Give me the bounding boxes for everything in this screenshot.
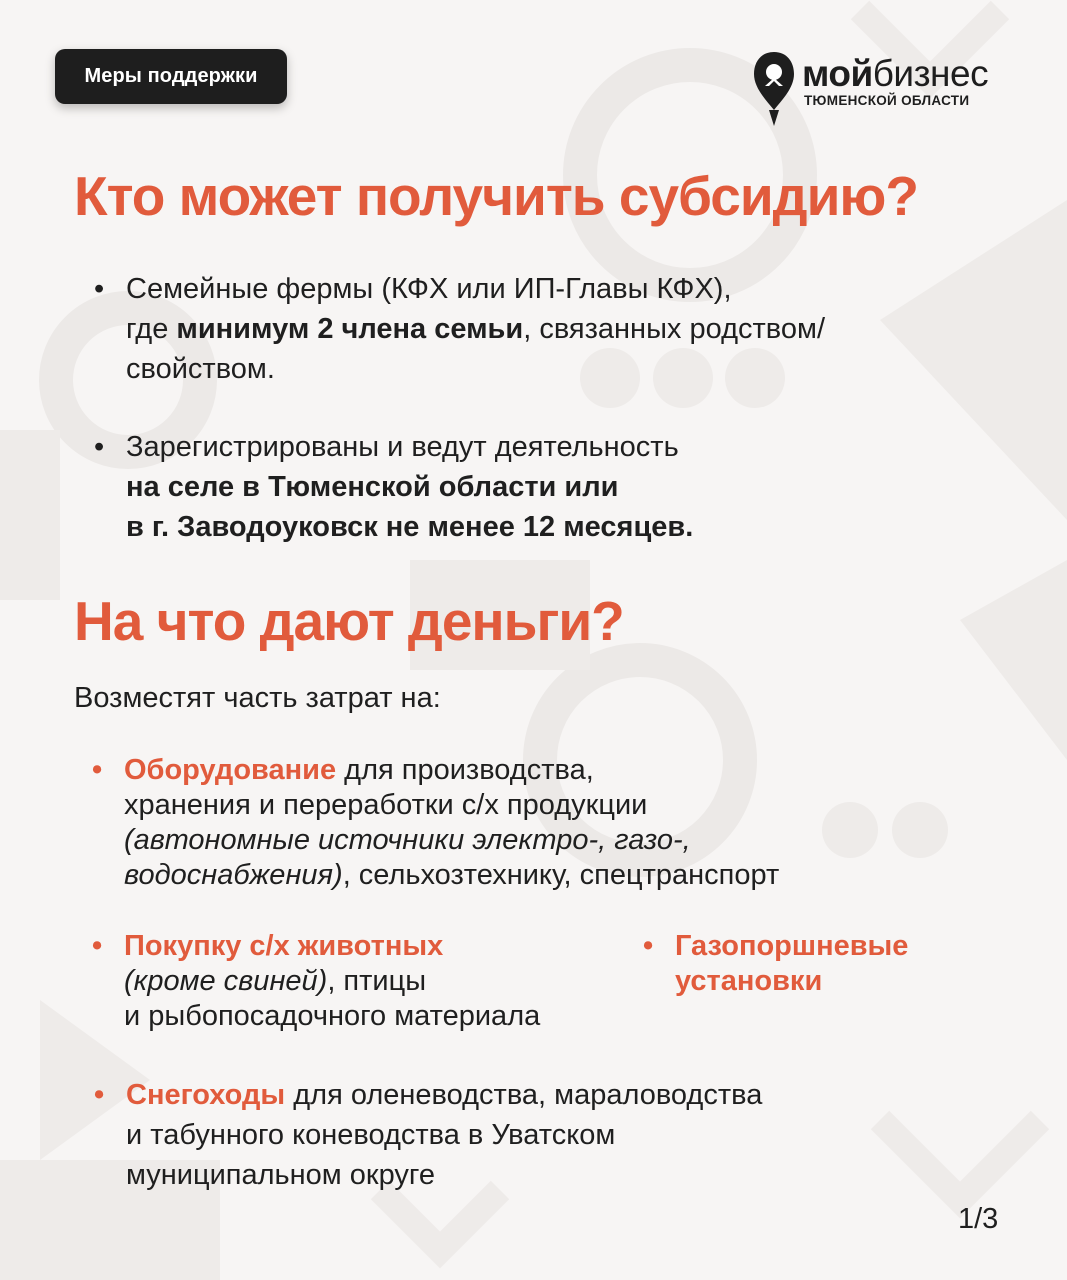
category-badge xyxy=(55,49,287,104)
logo-subtitle: ТЮМЕНСКОЙ ОБЛАСТИ xyxy=(804,93,970,108)
category-badge-label: Меры поддержки xyxy=(84,65,258,87)
section-title-expenses: На что дают деньги? xyxy=(74,590,624,652)
bullet: • xyxy=(92,754,103,786)
slide: Меры поддержки мойбизнес ТЮМЕНСКОЙ ОБЛАСТИ Кто может получить субсидию? • Семейные фермы (КФХ или ИП-Главы КФХ), где минимум 2 члена семьи, связанных родством/ свойством. • Зарегистрированы и ведут деятельность на селе в Тюменской области или в г. Заводоуковск не менее 12 месяцев. На что дают деньги? Возместят часть затрат на: • Оборудование для производства, хранения и переработки с/х продукции (автономные источники электро-, газо-, водоснабжения), сельхозтехнику, спецтранспорт • Покупку с/х животных (кроме свиней), птицы и рыбопосадочного материала • Газопоршневые установки • Снегоходы для оленеводства, мараловодства и табунного коневодства в Уватском муниципальном округе 1/3 xyxy=(0,0,1067,1280)
logo-wordmark: мойбизнес xyxy=(802,53,989,94)
bullet: • xyxy=(92,930,103,962)
brand-logo xyxy=(752,50,1022,130)
expenses-intro: Возместят часть затрат на: xyxy=(74,682,441,714)
bullet: • xyxy=(643,930,654,962)
bullet: • xyxy=(94,431,105,463)
page-number: 1/3 xyxy=(958,1203,999,1235)
rocket-pin-icon xyxy=(752,50,796,128)
section-title-eligibility: Кто может получить субсидию? xyxy=(74,165,918,227)
bullet: • xyxy=(94,273,105,305)
bullet: • xyxy=(94,1079,105,1111)
